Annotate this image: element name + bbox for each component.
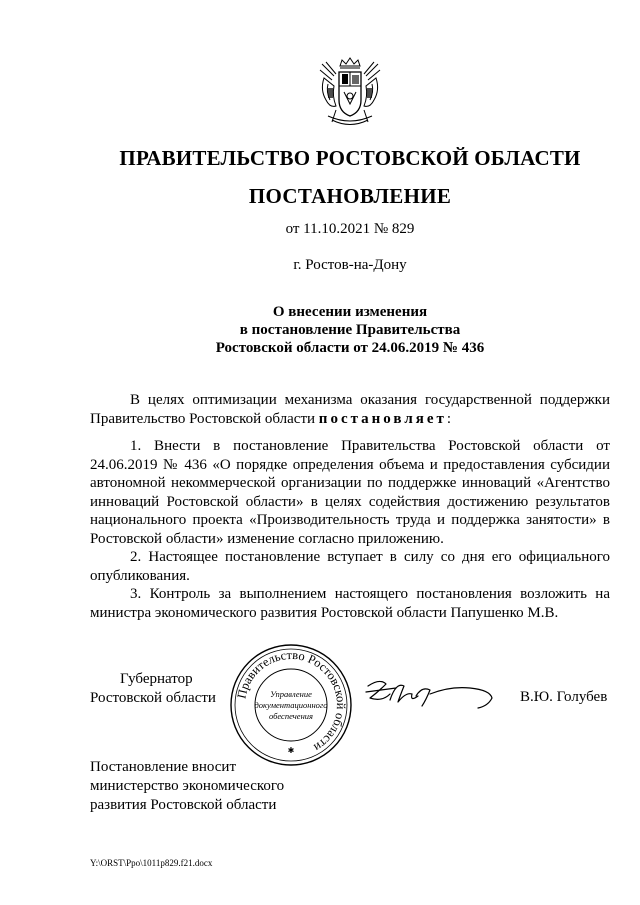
signer-name: В.Ю. Голубев <box>520 689 608 705</box>
subject-line-1: О внесении изменения <box>272 304 428 320</box>
handwritten-signature-icon <box>360 672 500 716</box>
decree-date-number: от 11.10.2021 № 829 <box>285 221 415 237</box>
item-1-paragraph: 1. Внести в постановление Правительства Ростовской области от 24.06.2019 № 436 «О порядке определения объема и предоставления субсидии автономной некоммерческой организации по поддержке инноваций «Агентство инноваций Ростовской области» в целях содействия достижению результатов национального проекта «Производительность труда и поддержка занятости» в Ростовской области» изменение согласно приложению. <box>90 438 610 547</box>
decree-title: ПОСТАНОВЛЕНИЕ <box>248 184 452 208</box>
rostov-oblast-coat-of-arms-icon <box>312 56 388 132</box>
introduced-by-line-3: развития Ростовской области <box>90 797 277 813</box>
stamp-outer-text: Правительство Ростовской области <box>234 647 349 755</box>
introduced-by-line-2: министерство экономического <box>90 778 285 794</box>
decree-body <box>90 391 610 622</box>
government-title: ПРАВИТЕЛЬСТВО РОСТОВСКОЙ ОБЛАСТИ <box>119 146 581 170</box>
introduced-by <box>90 758 284 815</box>
stamp-inner-line-2: документационного <box>254 700 328 710</box>
signer-position-line-1: Губернатор <box>120 671 193 687</box>
svg-text:✱: ✱ <box>287 746 295 755</box>
subject-line-3: Ростовской области от 24.06.2019 № 436 <box>215 340 485 356</box>
preamble-verb: постановляет <box>318 410 447 427</box>
file-path-footer: Y:\ORST\Ppo\1011p829.f21.docx <box>90 858 213 868</box>
preamble-paragraph <box>90 391 610 428</box>
decree-subject <box>0 303 640 357</box>
signer-position <box>90 670 216 708</box>
item-3-paragraph: 3. Контроль за выполнением настоящего постановления возложить на министра экономического развития Ростовской области Папушенко М.В. <box>90 586 610 621</box>
stamp-inner-line-1: Управление <box>270 689 312 699</box>
preamble-end: : <box>446 410 452 427</box>
subject-line-2: в постановление Правительства <box>239 322 461 338</box>
item-2-paragraph: 2. Настоящее постановление вступает в силу со дня его официального опубликования. <box>90 549 610 584</box>
introduced-by-line-1: Постановление вносит <box>90 759 237 775</box>
stamp-inner-line-3: обеспечения <box>268 711 314 721</box>
preamble-text: В целях оптимизации механизма оказания государственной поддержки Правительство Ростовской области <box>90 392 610 427</box>
signer-position-line-2: Ростовской области <box>90 690 216 706</box>
decree-city: г. Ростов-на-Дону <box>293 257 407 273</box>
official-stamp <box>228 642 354 768</box>
